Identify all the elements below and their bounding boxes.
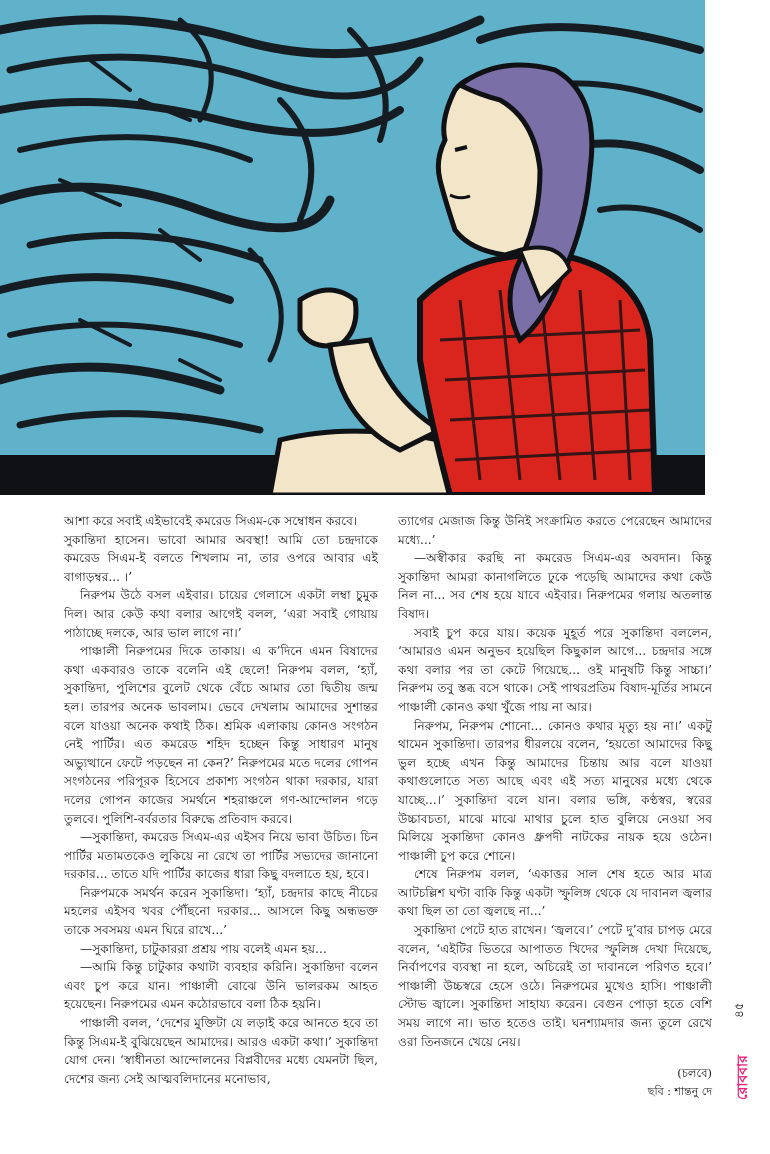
paragraph: —অস্বীকার করছি না কমরেড সিএম-এর অবদান। কিন্তু সুকান্তিদা আমরা কানাগলিতে ঢুকে পড়েছি আমাদের কথা কেউ নিল না... সব শেষ হয়ে যাবে এইবার। নিরুপমের গলায় অতলান্ত বিষাদ। — [398, 551, 712, 621]
illustration-credit: ছবি : শান্তনু দে — [647, 1085, 712, 1099]
paragraph: নিরুপমকে সমর্থন করেন সুকান্তিদা। ‘হ্যাঁ, চন্দ্রদার কাছে নীচের মহলের এইসব খবর পৌঁছনো দরকার... আসলে কিছু অন্ধভক্ত তাকে সবসময় এমন ঘিরে রাখে...’ — [64, 885, 378, 938]
continued-note: (চলবে) — [677, 1066, 712, 1081]
paragraph: নিরুপম, নিরুপম শোনো... কোনও কথার মৃত্যু হয় না।’ একটু থামেন সুকান্তিদা। তারপর ধীরলয়ে বলেন, ‘হয়তো আমাদের কিছু ভুল হচ্ছে এখন কিন্তু আমাদের চিন্তায় আর বলে যাওয়া কথাগুলোতে সত্য আছে এবং এই সত্য মানুষের মধ্যে থেকে যাচ্ছে...।’ সুকান্তিদা বলে যান। বলার ভঙ্গি, কণ্ঠস্বর, স্বরের উচ্চাবচতা, মাঝে মাঝে মাথার চুলে হাত বুলিয়ে নেওয়া সব মিলিয়ে সুকান্তিদা কোনও ধ্রুপদী নাটকের নায়ক হয়ে ওঠেন। পাঞ্চালী চুপ করে শোনে। — [398, 718, 712, 863]
paragraph: ত্যাগের মেজাজ কিন্তু উনিই সংক্রামিত করতে পেরেছেন আমাদের মধ্যে...’ — [398, 514, 712, 547]
paragraph: সুকান্তিদা হাসেন। ভাবো আমার অবস্থা! আমি তো চন্দ্রদাকে কমরেড সিএম-ই বলতে শিখলাম না, তার ওপরে আবার এই বাগাড়ম্বর... ।’ — [64, 532, 378, 584]
story-illustration — [0, 0, 705, 495]
page-side-marker — [729, 990, 759, 1120]
paragraph: শেষে নিরুপম বলল, ‘একাত্তর সাল শেষ হতে আর মাত্র আটচল্লিশ ঘণ্টা বাকি কিন্তু একটা স্ফুলিঙ্গ থেকে যে দাবানল জ্বলার কথা ছিল তা তো জ্বলছে না...’ — [398, 867, 712, 919]
paragraph: নিরুপম উঠে বসল এইবার। চায়ের গেলাসে একটা লম্বা চুমুক দিল। আর কেউ কথা বলার আগেই বলল, ‘এরা সবাই গোয়ায় পাঠাচ্ছে দলকে, আর ভাল লাগে না।’ — [64, 588, 378, 640]
left-text-column — [64, 512, 378, 1088]
paragraph: আশা করে সবাই এইভাবেই কমরেড সিএম-কে সম্বোধন করবে। — [64, 514, 358, 528]
paragraph: পাঞ্চালী নিরুপমের দিকে তাকায়। এ ক’দিনে এমন বিষাদের কথা একবারও তাকে বলেনি এই ছেলে! নিরুপম বলল, ‘হ্যাঁ, সুকান্তিদা, পুলিশের বুলেট থেকে বেঁচে আমার তো দ্বিতীয় জন্ম হল। তারপর অনেক ভাবলাম। ভেবে দেখলাম আমাদের সুশান্তর বলে যাওয়া অনেক কথাই ঠিক। শ্রমিক এলাকায় কোনও সংগঠন নেই পার্টির। এত কমরেড শহিদ হচ্ছেন কিন্তু সাধারণ মানুষ অভ্যুত্থানে ফেটে পড়ছেন না কেন?’ নিরুপমের মতে দলের গোপন সংগঠনের পরিপূরক হিসেবে প্রকাশ্য সংগঠন থাকা দরকার, যারা দলের গোপন কাজের সমর্থনে শহরাঞ্চলে গণ-আন্দোলন গড়ে তুলবে। পুলিশি-বর্বরতার বিরুদ্ধে প্রতিবাদ করবে। — [64, 644, 378, 826]
paragraph: —সুকান্তিদা, চাটুকাররা প্রশ্রয় পায় বলেই এমন হয়... — [80, 941, 327, 956]
paragraph: —সুকান্তিদা, কমরেড সিএম-এর এইসব নিয়ে ভাবা উচিত। চিন পার্টির মতামতকেও লুকিয়ে না রেখে তা পার্টির সভ্যদের জানানো দরকার... তাতে যদি পার্টির কাজের ধারা কিছু বদলাতে হয়, হবে। — [64, 830, 378, 882]
paragraph: —আমি কিন্তু চাটুকার কথাটা ব্যবহার করিনি। সুকান্তিদা বলেন এবং চুপ করে যান। পাঞ্চালী বোঝে উনি ভালরকম আহত হয়েছেন। নিরুপমের এমন কঠোরভাবে বলা ঠিক হয়নি। — [64, 960, 378, 1012]
right-text-column — [398, 512, 712, 1102]
woodcut-woman-illustration — [0, 0, 705, 495]
paragraph: সুকান্তিদা পেটে হাত রাখেন। ‘জ্বলবে।’ পেটে দু’বার চাপড় মেরে বলেন, ‘এইটির ভিতরে আপাতত খিদের স্ফুলিঙ্গ দেখা দিয়েছে, নির্বাপণের ব্যবস্থা না হলে, অচিরেই তা দাবানলে পরিণত হবে।’ পাঞ্চালী উচ্চস্বরে হেসে ওঠে। নিরুপমের মুখেও হাসি। পাঞ্চালী স্টোভ জ্বালে। সুকান্তিদা সাহায্য করেন। বেগুন পোড়া হতে বেশি সময় লাগে না। ভাত হতেও তাই। ঘনশ্যামদার জন্য তুলে রেখে ওরা তিনজনে খেয়ে নেয়। — [398, 923, 712, 1049]
magazine-name: রোববার — [735, 1055, 751, 1101]
page-number: ৪৫ — [732, 1002, 746, 1018]
paragraph: পাঞ্চালী বলল, ‘দেশের মুক্তিটা যে লড়াই করে আনতে হবে তা কিন্তু সিএম-ই বুঝিয়েছেন আমাদের। আরও একটা কথা।’ সুকান্তিদা যোগ দেন। ‘স্বাধীনতা আন্দোলনের বিপ্লবীদের মধ্যে যেমনটা ছিল, দেশের জন্য সেই আত্মবলিদানের মনোভাব, — [64, 1016, 378, 1086]
paragraph: সবাই চুপ করে যায়। কয়েক মুহূর্ত পরে সুকান্তিদা বললেন, ‘আমারও এমন অনুভব হয়েছিল কিছুকাল আগে... চন্দ্রদার সঙ্গে কথা বলার পর তা কেটে গিয়েছে... ওই মানুষটি কিন্তু সাচ্চা।’ নিরুপম তবু স্তব্ধ বসে থাকে। সেই পাথরপ্রতিম বিষাদ-মূর্তির সামনে পাঞ্চালী কোনও কথা খুঁজে পায় না আর। — [398, 625, 712, 714]
